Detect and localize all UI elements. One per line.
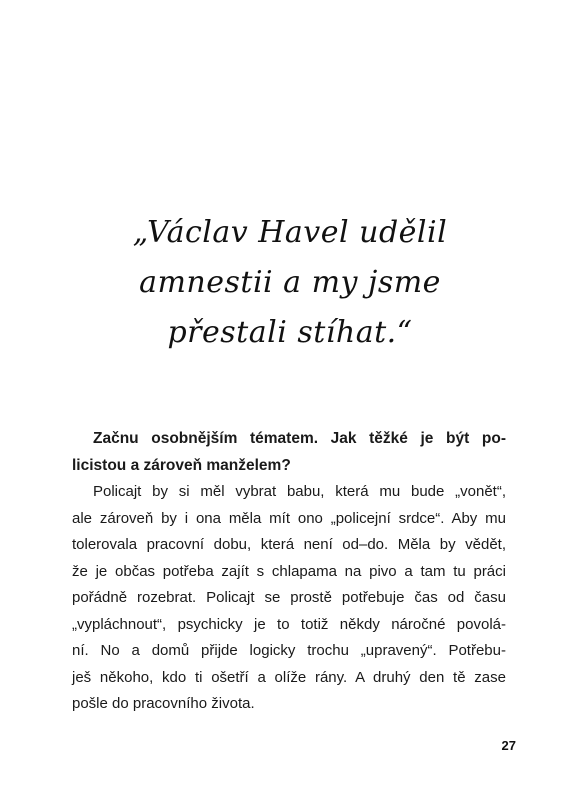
question-line: Začnu osobnějším tématem. Jak těžké je být po- <box>93 430 506 447</box>
question-line: licistou a zároveň manželem? <box>72 456 291 474</box>
interview-text <box>72 426 506 718</box>
pull-quote-line: amnestii a my jsme <box>139 265 441 300</box>
pull-quote-line: přestali stíhat.“ <box>167 315 413 350</box>
pull-quote <box>100 208 480 358</box>
answer-line: že je občas potřeba zajít s chlapama na pivo a tam tu práci <box>72 562 506 580</box>
answer-line: Policajt by si měl vybrat babu, která mu bude „vonět“, <box>93 483 506 500</box>
answer-line: ale zároveň by i ona měla mít ono „policejní srdce“. Aby mu <box>72 509 506 527</box>
answer-line: pošle do pracovního života. <box>72 695 255 712</box>
answer-line: ješ někoho, kdo ti ošetří a olíže rány. A druhý den tě zase <box>72 668 506 686</box>
answer-line: pořádně rozebrat. Policajt se prostě potřebuje čas od času <box>72 589 506 606</box>
pull-quote-line: „Václav Havel udělil <box>132 215 448 250</box>
answer-line: „vypláchnout“, psychicky je to totiž někdy náročné povolá- <box>72 615 506 633</box>
page-number: 27 <box>501 738 516 753</box>
answer-line: tolerovala pracovní dobu, která není od–do. Měla by vědět, <box>72 536 506 553</box>
answer-line: ní. No a domů přijde logicky trochu „upravený“. Potřebu- <box>72 642 506 659</box>
